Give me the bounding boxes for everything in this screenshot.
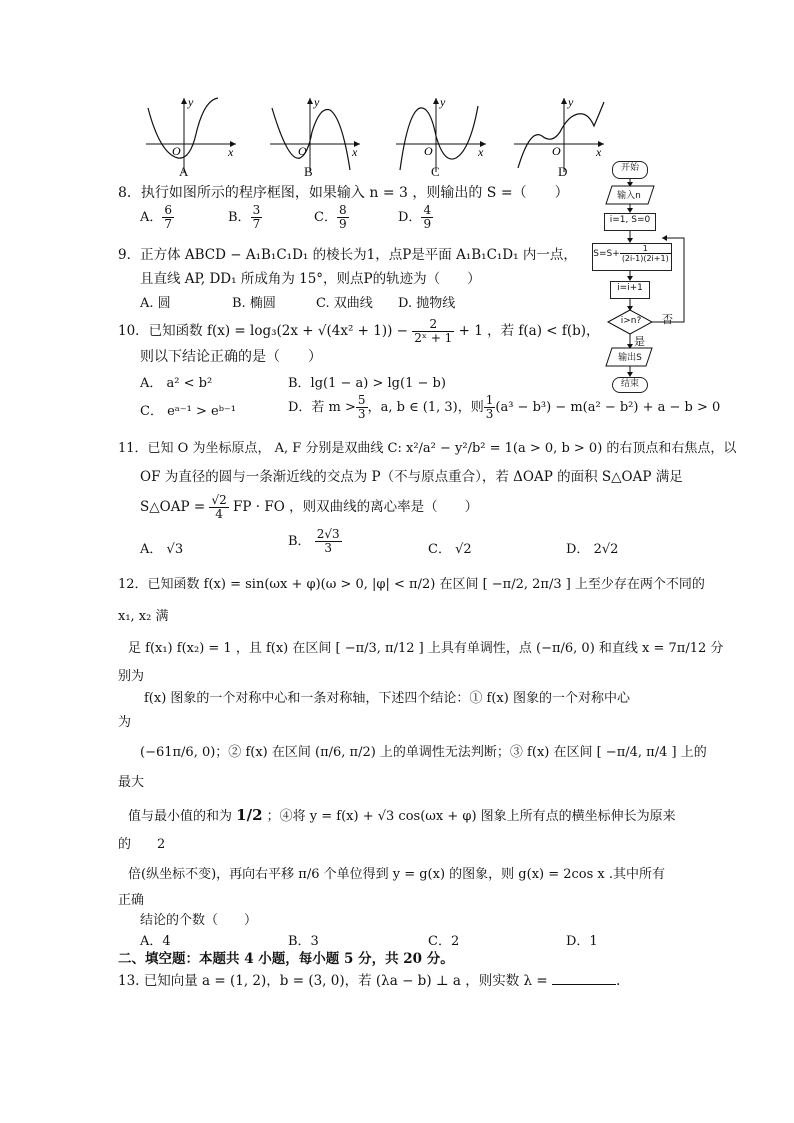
question-10-line-2: 则以下结论正确的是（ ） [140, 349, 322, 365]
flow-yes-label: 是 [634, 335, 645, 348]
question-11-line-3: S△OAP = $\frac{√2}{4}$ FP · FO ，则双曲线的离心率是（ ） [140, 493, 479, 521]
q11-option-a: A． √3 [140, 542, 184, 557]
q11-option-b: B． $\frac{2√3}{3}$ [288, 527, 340, 555]
q11-option-d: D． 2√2 [566, 542, 619, 557]
svg-text:y: y [568, 95, 574, 109]
svg-text:O: O [424, 144, 433, 158]
question-9-line-2: 且直线 AP, DD₁ 所成角为 15°，则点P的轨迹为（ ） [140, 271, 481, 287]
flow-no-label: 否 [662, 313, 673, 326]
graph-label-c: C [431, 164, 440, 179]
question-12-line-7: (−61π/6, 0)；② f(x) 在区间 (π/6, π/2) 上的单调性无法判断；③ f(x) 在区间 [ −π/4, π/4 ] 上的 [140, 745, 707, 760]
question-12-line-11: 倍(纵坐标不变)，再向右平移 π/6 个单位得到 y = g(x) 的图象，则 g(x) = 2cos x .其中所有 [128, 867, 666, 882]
question-12-line-8: 最大 [118, 775, 145, 790]
graph-b [270, 95, 360, 172]
q8-option-c: C． $\frac{8}{9}$ [314, 203, 347, 231]
graph-a-origin: O [172, 144, 181, 158]
question-9-line-1: 9．正方体 ABCD − A₁B₁C₁D₁ 的棱长为1，点P是平面 A₁B₁C₁D₁ 内一点， [118, 247, 577, 263]
flow-increment: i=i+1 [610, 281, 650, 299]
question-8-text: 8．执行如图所示的程序框图，如果输入 n = 3 ，则输出的 S =（ ） [118, 185, 569, 201]
question-12-line-1: 12．已知函数 f(x) = sin(ωx + φ)(ω > 0, |φ| < π/2) 在区间 [ −π/2, 2π/3 ] 上至少存在两个不同的 [118, 577, 705, 592]
q9-option-b: B. 椭圆 [232, 296, 276, 311]
question-12-line-4: 别为 [118, 669, 145, 684]
question-12-line-6: 为 [118, 715, 132, 730]
graph-c [396, 95, 486, 172]
svg-text:x: x [596, 145, 602, 159]
flow-output: 输出S [618, 353, 642, 363]
flow-condition: i>n? [620, 316, 642, 326]
function-graphs [138, 92, 608, 178]
svg-text:O: O [298, 144, 307, 158]
question-11-line-1: 11．已知 O 为坐标原点， A, F 分别是双曲线 C: x²/a² − y²/b² = 1(a > 0, b > 0) 的右顶点和右焦点，以 [118, 441, 737, 456]
question-10-line-1: 10．已知函数 f(x) = log₃(2x + √(4x² + 1)) − $\frac{2}{\text{2ˣ + 1}}$ + 1 ，若 f(a) < f(b)， [118, 317, 600, 345]
q8-option-a: A． $\frac{6}{7}$ [140, 203, 173, 231]
graph-label-a: A [179, 164, 189, 179]
q10-option-b: B．lg(1 − a) > lg(1 − b) [288, 376, 446, 391]
q11-option-c: C． √2 [428, 542, 472, 557]
q8-option-d: D． $\frac{4}{9}$ [398, 203, 432, 231]
svg-text:x: x [478, 145, 484, 159]
question-12-line-9: 值与最小值的和为 1/2 ；④将 y = f(x) + √3 cos(ωx + φ) 图象上所有点的横坐标伸长为原来 [128, 806, 676, 824]
question-12-line-12: 正确 [118, 893, 145, 908]
q12-option-a: A．4 [140, 934, 171, 949]
graph-label-d: D [558, 164, 568, 179]
answer-blank [552, 972, 616, 985]
graph-a-x-label: x [228, 145, 234, 159]
flow-end: 结束 [612, 377, 648, 393]
svg-text:x: x [352, 145, 358, 159]
q9-option-d: D. 抛物线 [398, 296, 456, 311]
q9-option-a: A. 圆 [140, 296, 171, 311]
svg-text:y: y [314, 95, 320, 109]
svg-text:y: y [440, 95, 446, 109]
flow-assign: S=S+ $\frac{1}{(2i-1)(2i+1)}$ [592, 243, 672, 271]
section-2-heading: 二、填空题：本题共 4 小题，每小题 5 分，共 20 分。 [118, 951, 454, 967]
question-12-line-5: f(x) 图象的一个对称中心和一条对称轴，下述四个结论：① f(x) 图象的一个对称中心 [144, 691, 630, 706]
flow-input: 输入n [617, 191, 641, 201]
q12-option-c: C．2 [428, 934, 460, 949]
svg-text:O: O [552, 144, 561, 158]
q8-option-b: B． $\frac{3}{7}$ [228, 203, 261, 231]
question-12-line-3: 足 f(x₁) f(x₂) = 1 ，且 f(x) 在区间 [ −π/3, π/12 ] 上具有单调性，点 (−π/6, 0) 和直线 x = 7π/12 分 [128, 641, 724, 656]
q12-option-d: D．1 [566, 934, 598, 949]
flow-start: 开始 [612, 161, 648, 179]
q10-option-c: C． eᵃ⁻¹ > eᵇ⁻¹ [140, 404, 236, 419]
question-13: 13. 已知向量 a = (1, 2)，b = (3, 0)，若 (λa − b) ⊥ a ，则实数 λ = . [118, 973, 621, 989]
q10-option-d: D．若 m > $\frac{5}{3}$ ，a, b ∈ (1, 3)，则 $\frac{1}{3}$ (a³ − b³) − m(a² − b²) + a − b > 0 [288, 393, 721, 421]
question-11-line-2: OF 为直径的圆与一条渐近线的交点为 P（不与原点重合），若 ΔOAP 的面积 S△OAP 满足 [140, 469, 683, 485]
flow-init: i=1, S=0 [604, 213, 656, 231]
question-12-line-2: x₁, x₂ 满 [118, 609, 169, 624]
question-12-line-10: 的 2 [118, 837, 166, 852]
question-13-text: 13. 已知向量 a = (1, 2)，b = (3, 0)，若 (λa − b) ⊥ a ，则实数 λ = [118, 973, 548, 989]
q9-option-c: C. 双曲线 [316, 296, 373, 311]
graph-a-y-label: y [188, 95, 194, 109]
q10-option-a: A． a² < b² [140, 376, 213, 391]
question-12-line-13: 结论的个数（ ） [140, 913, 258, 928]
q12-option-b: B．3 [288, 934, 319, 949]
graph-label-b: B [304, 164, 313, 179]
graph-a [146, 95, 236, 172]
